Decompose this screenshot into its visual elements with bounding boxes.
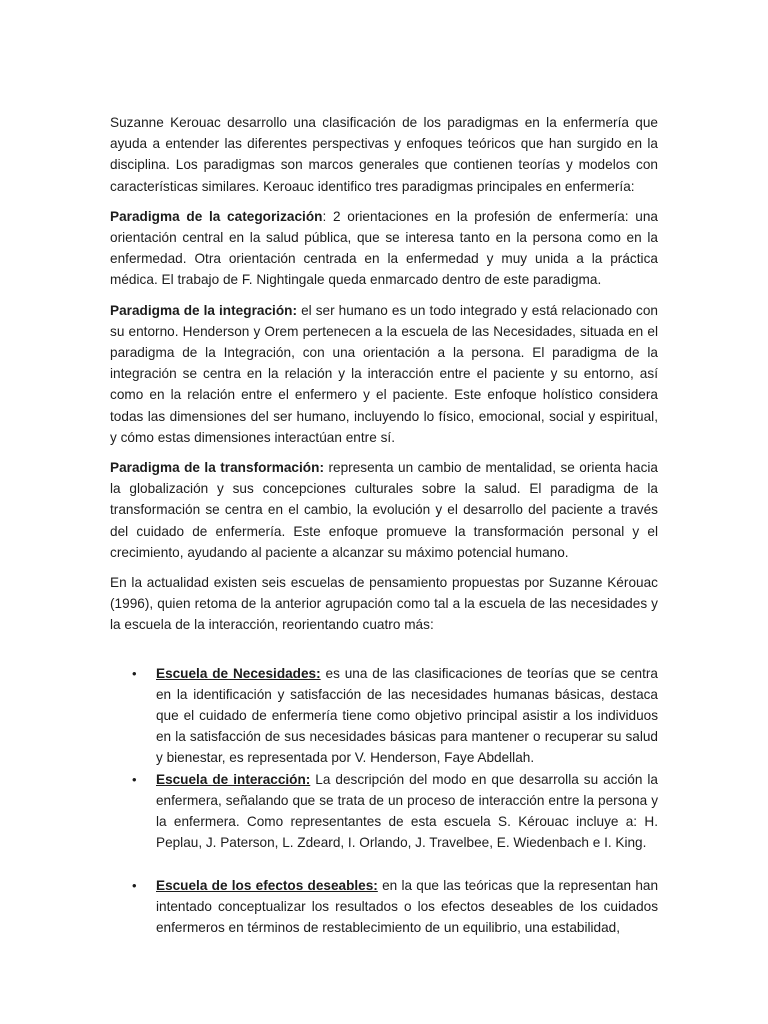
bullet-icon: • [132,771,137,787]
paradigm-categorization [110,206,658,291]
paradigm-transformation [110,457,658,563]
schools-list [110,663,658,938]
bullet-icon: • [132,877,137,893]
paradigm-term: Paradigma de la integración: [110,302,298,318]
list-item [110,769,658,854]
school-term: Escuela de los efectos deseables: [156,877,378,893]
school-text: La descripción del modo en que desarrolla su acción la enfermera, señalando que se trata de un proceso de interacción entre la persona y la enfermera. Como representantes de esta escuela S. Kérouac incluye a: H. Peplau, J. Paterson, L. Zdeard, I. Orlando, J. Travelbee, E. Wiedenbach e I. King. [156,771,658,851]
paradigm-integration [110,300,658,448]
schools-intro-paragraph: En la actualidad existen seis escuelas de pensamiento propuestas por Suzanne Kérouac (1996), quien retoma de la anterior agrupación como tal a la escuela de las necesidades y la escuela de la interacción, reorientando cuatro más: [110,575,658,633]
school-text: en la que las teóricas que la representan han intentado conceptualizar los resultados o los efectos deseables de los cuidados enfermeros en términos de restablecimiento de un equilibrio, una estabilidad, [156,877,658,935]
bullet-icon: • [132,665,137,681]
paradigm-text: representa un cambio de mentalidad, se orienta hacia la globalización y sus concepciones culturales sobre la salud. El paradigma de la transformación se centra en el cambio, la evolución y el desarrollo del paciente a través del cuidado de enfermería. Este enfoque promueve la transformación personal y el crecimiento, ayudando al paciente a alcanzar su máximo potencial humano. [110,460,659,560]
paradigm-term: Paradigma de la categorización [110,208,323,224]
list-item [110,663,658,769]
list-item [110,875,658,939]
paradigm-term: Paradigma de la transformación: [110,460,325,476]
paradigm-text: 2 orientaciones en la profesión de enfermería: una orientación central en la salud pública, que se interesa tanto en la persona como en la enfermedad. Otra orientación centrada en la enfermedad y muy unida a la práctica médica. El trabajo de F. Nightingale queda enmarcado dentro de este paradigma. [110,208,658,288]
paradigm-separator: : [322,208,333,224]
school-term: Escuela de interacción: [156,771,311,787]
school-text: es una de las clasificaciones de teorías que se centra en la identificación y satisfacción de las necesidades humanas básicas, destaca que el cuidado de enfermería tiene como objetivo principal asistir a los individuos en la satisfacción de sus necesidades básicas para mantener o recuperar su salud y bienestar, es representada por V. Henderson, Faye Abdellah. [156,665,658,766]
intro-paragraph: Suzanne Kerouac desarrollo una clasificación de los paradigmas en la enfermería que ayuda a entender las diferentes perspectivas y enfoques teóricos que han surgido en la disciplina. Los paradigmas son marcos generales que contienen teorías y modelos con características similares. Keroauc identifico tres paradigmas principales en enfermería: [110,115,658,194]
school-term: Escuela de Necesidades: [156,665,321,681]
paradigm-text: el ser humano es un todo integrado y está relacionado con su entorno. Henderson y Orem pertenecen a la escuela de las Necesidades, situada en el paradigma de la Integración, con una orientación a la persona. El paradigma de la integración se centra en la relación y la interacción entre el paciente y su entorno, así como en la relación entre el enfermero y el paciente. Este enfoque holístico considera todas las dimensiones del ser humano, incluyendo lo físico, emocional, social y espiritual, y cómo estas dimensiones interactúan entre sí. [110,302,659,445]
